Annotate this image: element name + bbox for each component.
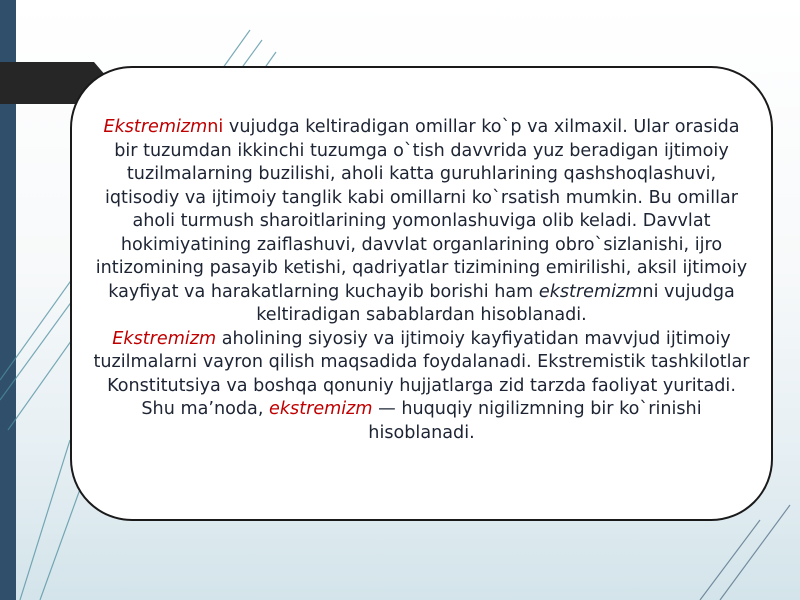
content-box [70, 66, 773, 521]
paragraph-2 [92, 328, 751, 446]
term-highlight-2: Ekstremizm [112, 328, 217, 349]
term-highlight-3: ekstremizm [269, 399, 373, 419]
paragraph-1-text-a: vujudga keltiradigan omillar ko`p va xilmaxil. Ular orasida bir tuzumdan ikkinchi tuzumga o`tish davvrida yuz beradigan ijtimoiy tuzilmalarning buzilishi, aholi katta guruhlarining qashshoqlashuvi, iqtisodiy va ijtimoiy tanglik kabi omillarni ko`rsatish mumkin. Bu omillar aholi turmush sharoitlarining yomonlashuviga olib keladi. Davvlat hokimiyatining zaiflashuvi, davvlat organlarining obro`sizlanishi, ijro intizomining pasayib ketishi, qadriyatlar tizimining emirilishi, aksil ijtimoiy kayfiyat va harakatlarning kuchayib borishi ham [95, 117, 748, 302]
paragraph-1-text-b: ni vujudga keltiradigan sabablardan hisoblanadi. [256, 281, 735, 325]
term-highlight: Ekstremizm [103, 117, 208, 137]
paragraph-2-text-b: — huquqiy nigilizmning bir ko`rinishi hisoblanadi. [368, 399, 702, 443]
paragraph-1 [92, 116, 751, 328]
term-suffix: ni [207, 117, 224, 137]
term-italic: ekstremizm [538, 281, 643, 302]
paragraph-2-text-a: aholining siyosiy va ijtimoiy kayfiyatidan mavvjud ijtimoiy tuzilmalarni vayron qilish maqsadida foydalanadi. Ekstremistik tashkilotlar Konstitutsiya va boshqa qonuniy hujjatlarga zid tarzda faoliyat yuritadi. Shu ma’noda, [93, 328, 750, 419]
